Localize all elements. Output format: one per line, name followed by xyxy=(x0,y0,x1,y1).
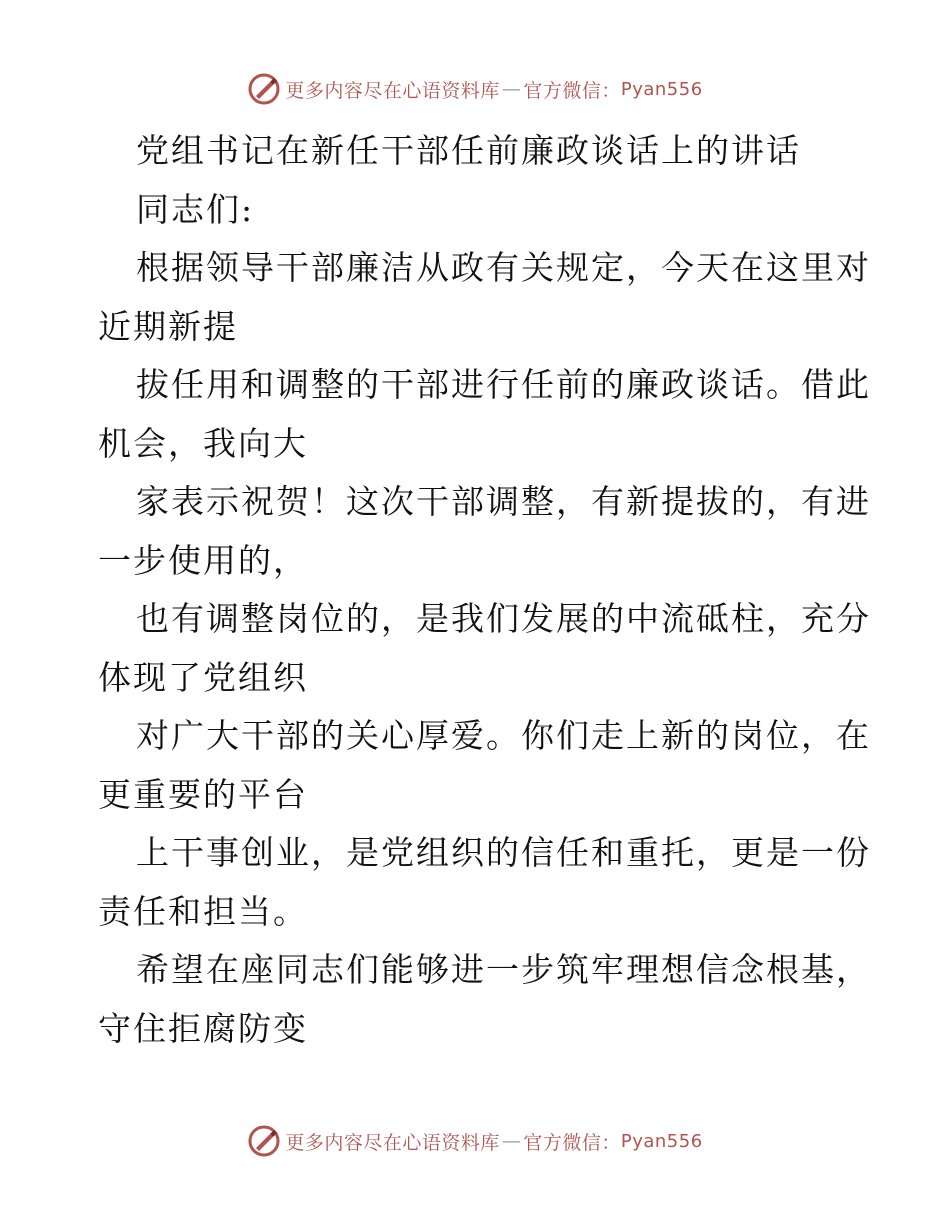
paragraph-line: 一步使用的， xyxy=(98,540,308,580)
paragraph-line: 根据领导干部廉洁从政有关规定，今天在这里对 xyxy=(136,248,871,287)
paragraph-line: 家表示祝贺！这次干部调整，有新提拔的，有进 xyxy=(136,482,871,521)
pen-logo-icon xyxy=(247,1124,281,1158)
header-watermark xyxy=(0,72,950,106)
watermark-separator: — xyxy=(501,78,522,100)
watermark-text: 更多内容尽在心语资料库 xyxy=(285,79,500,102)
pen-logo-icon xyxy=(247,72,281,106)
paragraph-line: 上干事创业，是党组织的信任和重托，更是一份 xyxy=(136,833,871,872)
watermark-wechat-label: 官方微信： xyxy=(523,79,621,102)
paragraph-line: 责任和担当。 xyxy=(98,891,308,931)
paragraph-line: 希望在座同志们能够进一步筑牢理想信念根基， xyxy=(136,950,871,989)
watermark-wechat-label: 官方微信： xyxy=(523,1131,621,1154)
salutation: 同志们: xyxy=(136,189,255,229)
footer-watermark xyxy=(0,1124,950,1158)
watermark-wechat-id: Pyan556 xyxy=(620,1130,703,1152)
paragraph-line: 守住拒腐防变 xyxy=(98,1008,308,1048)
paragraph-line: 近期新提 xyxy=(98,306,238,346)
paragraph-line: 更重要的平台 xyxy=(98,774,308,814)
paragraph-line: 拔任用和调整的干部进行任前的廉政谈话。借此 xyxy=(136,365,871,404)
watermark-text: 更多内容尽在心语资料库 xyxy=(285,1131,500,1154)
paragraph-line: 也有调整岗位的，是我们发展的中流砥柱，充分 xyxy=(136,599,871,638)
watermark-separator: — xyxy=(501,1130,522,1152)
watermark-wechat-id: Pyan556 xyxy=(620,78,703,100)
document-title: 党组书记在新任干部任前廉政谈话上的讲话 xyxy=(136,131,801,170)
document-body xyxy=(98,122,871,1058)
paragraph-line: 对广大干部的关心厚爱。你们走上新的岗位，在 xyxy=(136,716,871,755)
paragraph-line: 机会，我向大 xyxy=(98,423,308,463)
paragraph-line: 体现了党组织 xyxy=(98,657,308,697)
